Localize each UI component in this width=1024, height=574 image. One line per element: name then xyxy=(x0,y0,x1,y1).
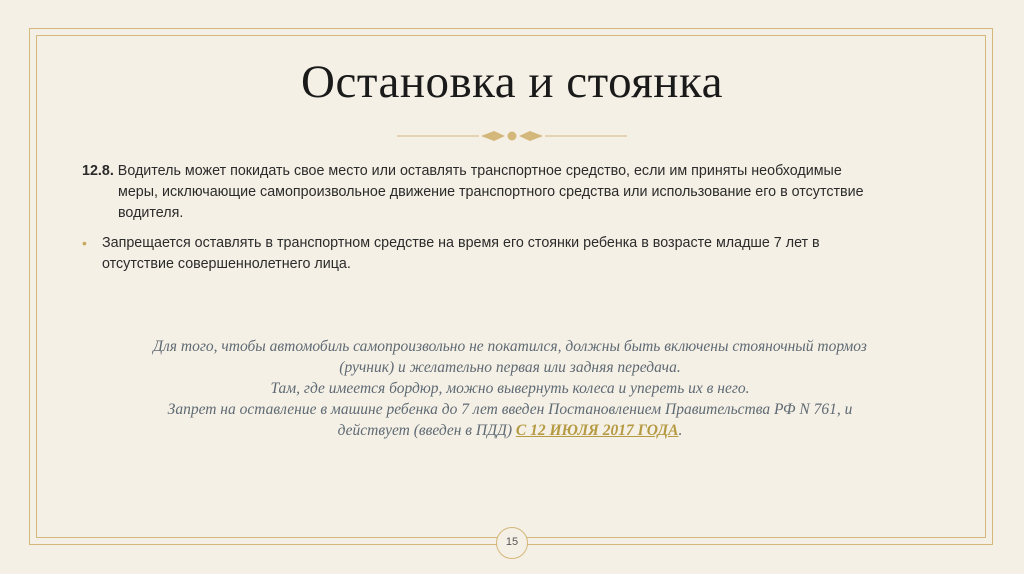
rule-text-line2: меры, исключающие самопроизвольное движение транспортного средства или использование его в отсутствие xyxy=(118,184,864,200)
note-line2: (ручник) и желательно первая или задняя передача. xyxy=(339,359,681,376)
bullet-icon: • xyxy=(82,235,87,251)
page-number-badge: 15 xyxy=(496,527,528,559)
note-line3: Там, где имеется бордюр, можно вывернуть колеса и упереть их в него. xyxy=(270,380,750,397)
rule-paragraph xyxy=(82,161,942,224)
note-line1: Для того, чтобы автомобиль самопроизвольно не покатился, должны быть включены стояночный тормоз xyxy=(153,338,867,355)
note-line5-suffix: . xyxy=(678,422,683,439)
note-line4: Запрет на оставление в машине ребенка до 7 лет введен Постановлением Правительства РФ N 761, и xyxy=(167,401,853,418)
bullet-line1: Запрещается оставлять в транспортном средстве на время его стоянки ребенка в возрасте младше 7 лет в xyxy=(102,235,820,251)
note-block xyxy=(100,336,920,441)
slide-title: Остановка и стоянка xyxy=(301,56,723,108)
date-link[interactable]: С 12 ИЮЛЯ 2017 ГОДА xyxy=(515,422,679,439)
slide-frame-inner xyxy=(36,35,986,538)
rule-text-line3: водителя. xyxy=(118,205,184,221)
bullet-line2: отсутствие совершеннолетнего лица. xyxy=(102,256,351,272)
rule-text-line1: Водитель может покидать свое место или оставлять транспортное средство, если им приняты необходимые xyxy=(113,163,842,179)
note-line5-prefix: действует (введен в ПДД) xyxy=(337,422,516,439)
rule-number: 12.8. xyxy=(82,163,114,179)
bullet-item xyxy=(82,233,942,275)
ornament-divider-icon xyxy=(397,126,627,146)
